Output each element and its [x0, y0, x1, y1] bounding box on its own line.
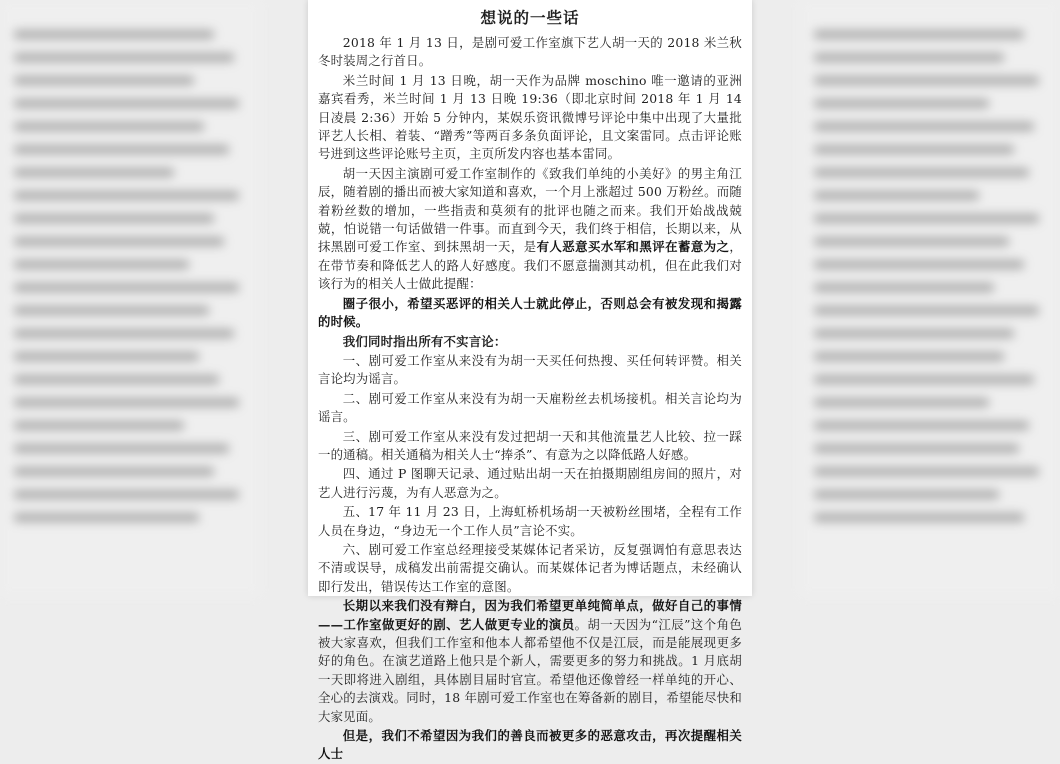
clarification-item-2	[318, 390, 742, 427]
paragraph-text: 四、通过 P 图聊天记录、通过贴出胡一天在拍摄期剧组房间的照片，对艺人进行污蔑，为有人恶意为之。	[318, 466, 742, 500]
blurred-background-left	[0, 0, 260, 596]
paragraph-text: 米兰时间 1 月 13 日晚，胡一天作为品牌 moschino 唯一邀请的亚洲嘉宾看秀，米兰时间 1 月 13 日晚 19:36（即北京时间 2018 年 1 月 14 日凌晨 2:36）开始 5 分钟内，某娱乐资讯微博号评论中集中出现了大量批评艺人长相、着装、“蹭秀”等两百多条负面评论，且文案雷同。点击评论账号进到这些评论账号主页，主页所发内容也基本雷同。	[318, 72, 742, 162]
paragraph-text: 但是，我们不希望因为我们的善良而被更多的恶意攻击，再次提醒相关人士	[318, 728, 742, 762]
paragraph-emphasis: 长期以来我们没有辩白，因为我们希望更单纯简单点，做好自己的事情——工作室做更好的剧、艺人做更专业的演员	[318, 598, 742, 632]
section-heading-clarifications	[318, 333, 742, 351]
paragraph-text: ，在带节奏和降低艺人的路人好感度。我们不愿意揣测其动机，但在此我们对该行为的相关人士做此提醒：	[318, 239, 742, 292]
paragraph-statement	[318, 597, 742, 726]
document-page	[308, 0, 752, 762]
paragraph-text: 圈子很小，希望买恶评的相关人士就此停止，否则总会有被发现和揭露的时候。	[318, 295, 742, 330]
paragraph-date-intro	[318, 34, 742, 71]
paragraph-text: 三、剧可爱工作室从来没有发过把胡一天和其他流量艺人比较、拉一踩一的通稿。相关通稿为相关人士“捧杀”、有意为之以降低路人好感。	[318, 428, 742, 462]
paragraph-warning	[318, 295, 742, 332]
paragraph-background	[318, 165, 742, 294]
paragraph-text: 胡一天因主演剧可爱工作室制作的《致我们单纯的小美好》的男主角江辰，随着剧的播出而被大家知道和喜欢，一个月上涨超过 500 万粉丝。而随着粉丝数的增加，一些指责和莫须有的批评也随之而来。我们开始战战兢兢，怕说错一句话做错一件事。而直到今天，我们终于相信，长期以来，从抹黑剧可爱工作室、到抹黑胡一天，是	[318, 165, 742, 255]
clarification-item-1	[318, 352, 742, 389]
paragraph-text: 二、剧可爱工作室从来没有为胡一天雇粉丝去机场接机。相关言论均为谣言。	[318, 390, 742, 425]
paragraph-milan-event	[318, 72, 742, 164]
clarification-item-3	[318, 428, 742, 465]
paragraph-text: 六、剧可爱工作室总经理接受某媒体记者采访，反复强调怕有意思表达不清或误导，成稿发出前需提交确认。而某媒体记者为博话题点，未经确认即行发出，错误传达工作室的意图。	[318, 541, 742, 594]
blurred-background-right	[800, 0, 1060, 596]
paragraph-text: 一、剧可爱工作室从来没有为胡一天买任何热搜、买任何转评赞。相关言论均为谣言。	[318, 352, 742, 387]
paragraph-emphasis: 有人恶意买水军和黑评在蓄意为之	[536, 239, 730, 255]
document-body	[308, 0, 752, 764]
document-title: 想说的一些话	[480, 8, 580, 27]
clarification-item-5	[318, 503, 742, 540]
heading-text: 我们同时指出所有不实言论：	[342, 333, 507, 349]
clarification-item-4	[318, 465, 742, 502]
paragraph-text: 。胡一天因为“江辰”这个角色被大家喜欢，但我们工作室和他本人都希望他不仅是江辰，而是能展现更多好的角色。在演艺道路上他只是个新人，需要更多的努力和挑战。1 月底胡一天即将进入剧组，具体剧目届时官宣。希望他还像曾经一样单纯的开心、全心的去演戏。同时，18 年剧可爱工作室也在筹备新的剧目，希望能尽快和大家见面。	[318, 616, 743, 724]
clarification-item-6	[318, 541, 742, 596]
paragraph-closing-cut	[318, 727, 742, 764]
paragraph-text: 五、17 年 11 月 23 日，上海虹桥机场胡一天被粉丝围堵，全程有工作人员在身边，“身边无一个工作人员”言论不实。	[318, 504, 742, 538]
paragraph-text: 2018 年 1 月 13 日，是剧可爱工作室旗下艺人胡一天的 2018 米兰秋冬时装周之行首日。	[318, 35, 742, 69]
